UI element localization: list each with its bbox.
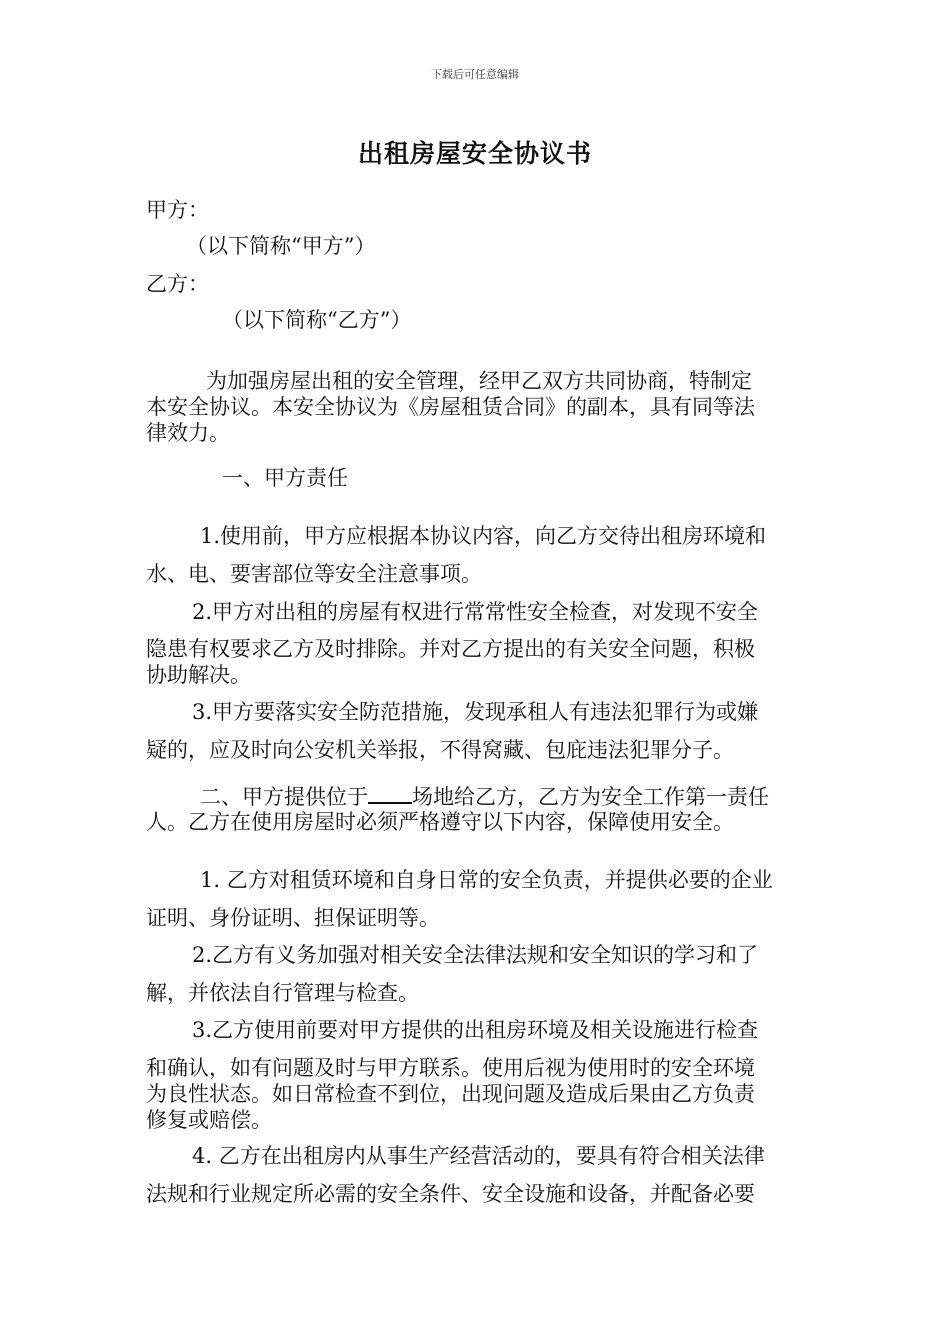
clause-line: 解，并依法自行管理与检查。 xyxy=(146,981,419,1005)
section-two-text-after-blank: 场地给乙方，乙方为安全工作第一责任 xyxy=(412,785,769,809)
clause-line: 3.乙方使用前要对甲方提供的出租房环境及相关设施进行检查 xyxy=(192,1018,759,1042)
clause-line: 证明、身份证明、担保证明等。 xyxy=(146,906,440,930)
clause-line: 1. 乙方对租赁环境和自身日常的安全负责，并提供必要的企业 xyxy=(200,868,773,892)
intro-line: 为加强房屋出租的安全管理，经甲乙双方共同协商，特制定 xyxy=(206,369,752,393)
clause-line: 2.乙方有义务加强对相关安全法律法规和安全知识的学习和了 xyxy=(192,943,759,967)
header-note: 下载后可任意编辑 xyxy=(431,68,519,81)
clause-line: 4. 乙方在出租房内从事生产经营活动的，要具有符合相关法律 xyxy=(192,1144,765,1168)
location-blank xyxy=(368,784,412,804)
party-a-label: 甲方： xyxy=(146,198,209,222)
section-two-line xyxy=(200,784,769,809)
clause-line: 和确认，如有问题及时与甲方联系。使用后视为使用时的安全环境 xyxy=(146,1056,755,1080)
party-b-alias: （以下简称“乙方”） xyxy=(222,308,412,332)
clause-line: 2.甲方对出租的房屋有权进行常常性安全检查，对发现不安全 xyxy=(192,600,759,624)
clause-line: 3.甲方要落实安全防范措施，发现承租人有违法犯罪行为或嫌 xyxy=(192,700,759,724)
clause-line: 疑的，应及时向公安机关举报，不得窝藏、包庇违法犯罪分子。 xyxy=(146,738,734,762)
clause-line: 法规和行业规定所必需的安全条件、安全设施和设备，并配备必要 xyxy=(146,1182,755,1206)
clause-line: 水、电、要害部位等安全注意事项。 xyxy=(146,562,482,586)
section-two-text-before-blank: 二、甲方提供位于 xyxy=(200,785,368,809)
clause-line: 为良性状态。如日常检查不到位，出现问题及造成后果由乙方负责 xyxy=(146,1082,755,1106)
clause-line: 1.使用前，甲方应根据本协议内容，向乙方交待出租房环境和 xyxy=(200,524,767,548)
intro-line: 本安全协议。本安全协议为《房屋租赁合同》的副本，具有同等法 xyxy=(146,395,755,419)
clause-line: 隐患有权要求乙方及时排除。并对乙方提出的有关安全问题，积极 xyxy=(146,637,755,661)
clause-line: 修复或赔偿。 xyxy=(146,1108,272,1132)
party-b-label: 乙方： xyxy=(146,272,209,296)
clause-line: 协助解决。 xyxy=(146,663,251,687)
section-two-line: 人。乙方在使用房屋时必须严格遵守以下内容，保障使用安全。 xyxy=(146,810,734,834)
intro-line: 律效力。 xyxy=(146,421,230,445)
document-title: 出租房屋安全协议书 xyxy=(357,139,592,168)
section-heading-party-a: 一、甲方责任 xyxy=(222,466,348,490)
party-a-alias: （以下简称“甲方”） xyxy=(186,234,376,258)
